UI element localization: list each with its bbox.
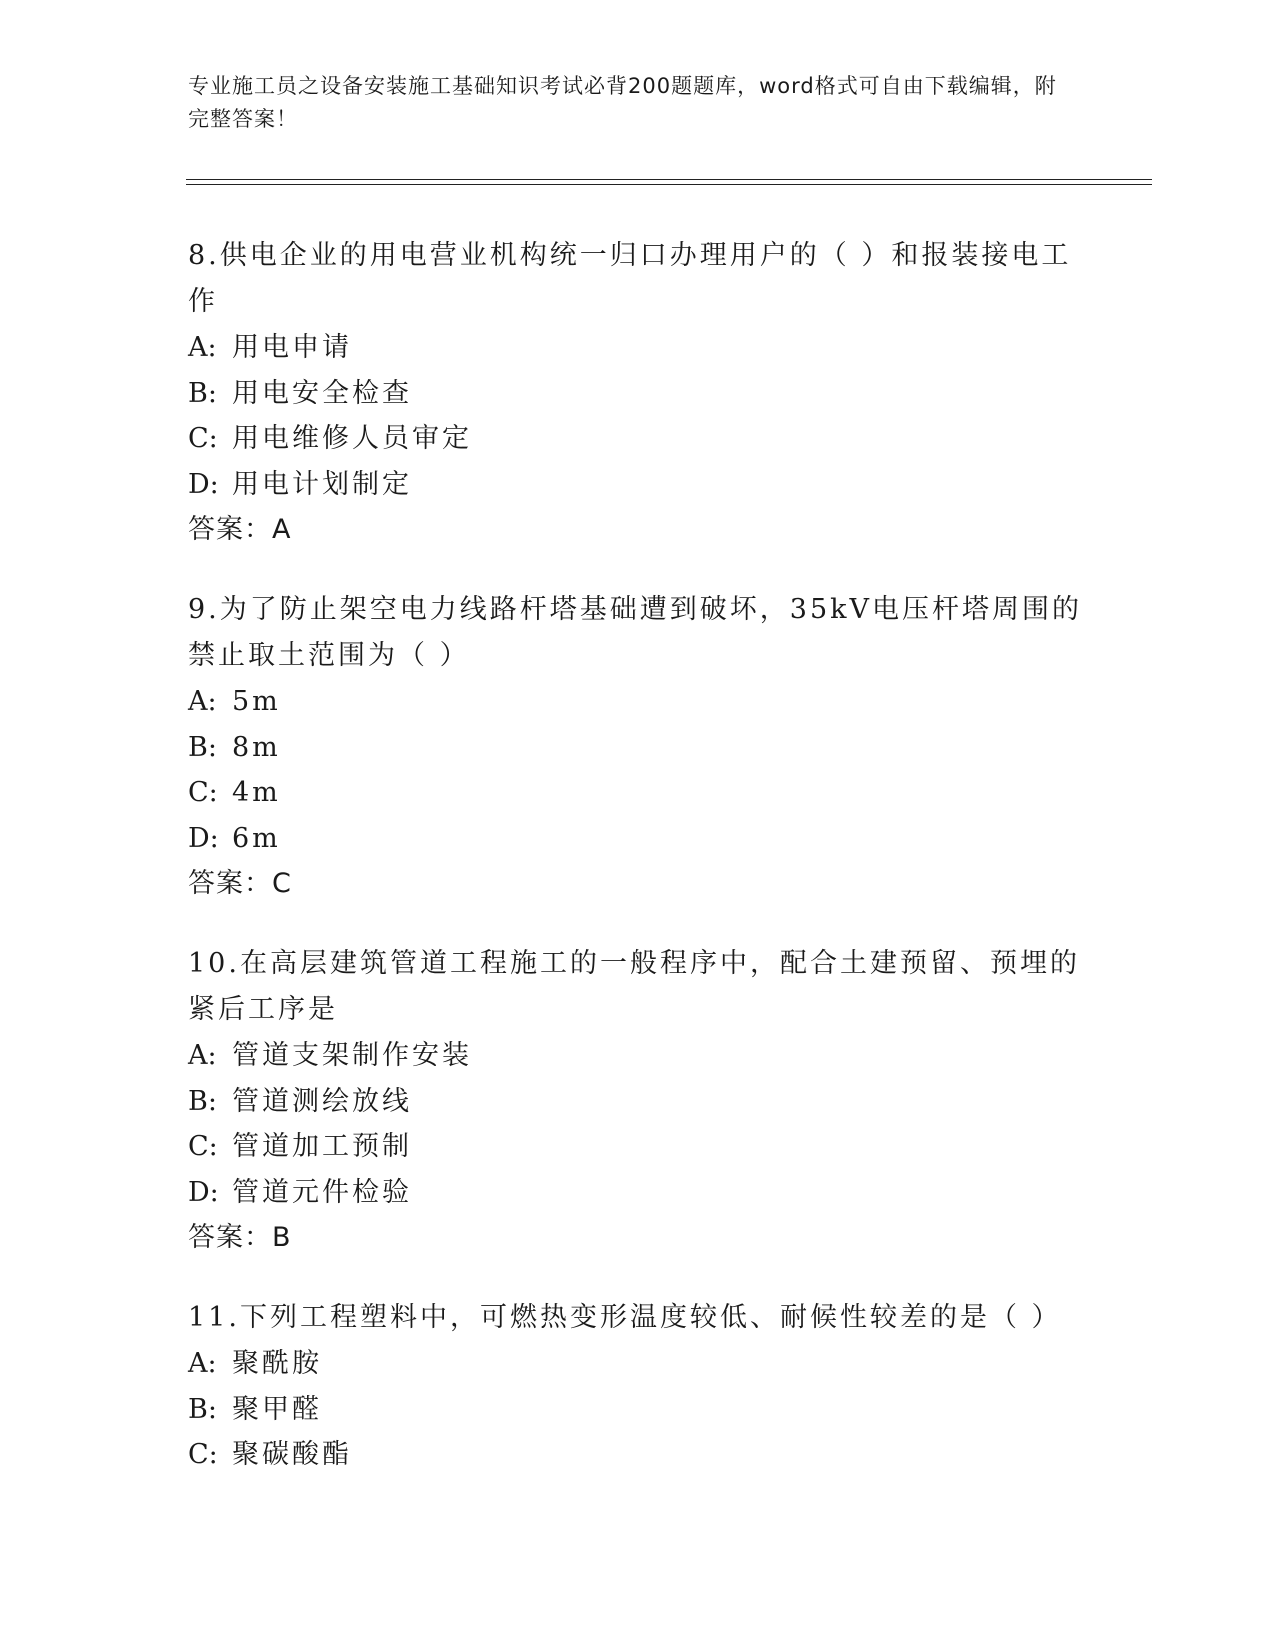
question-stem: 11.下列工程塑料中，可燃热变形温度较低、耐候性较差的是（ ） [188,1302,1062,1333]
option-d [188,816,1088,862]
option-key: C: [188,423,218,454]
option-c [188,770,1088,816]
option-a [188,1341,1088,1387]
option-key: B: [188,1393,217,1425]
option-key: A: [188,1348,217,1379]
option-c [188,1432,1088,1478]
option-key: A: [188,332,217,363]
option-key: D: [188,1176,219,1208]
option-text: 聚碳酸酯 [232,1439,352,1470]
option-d [188,1170,1088,1216]
option-text: 6m [232,822,281,854]
option-a [188,325,1088,371]
option-key: B: [188,377,217,409]
question-11 [188,1295,1088,1478]
option-text: 用电计划制定 [232,468,412,500]
option-text: 管道支架制作安装 [232,1040,472,1071]
option-text: 5m [232,686,281,717]
option-key: D: [188,822,219,854]
option-text: 管道元件检验 [232,1176,412,1208]
answer-line: 答案：C [188,868,292,899]
option-b [188,1079,1088,1125]
option-text: 用电维修人员审定 [232,423,472,454]
option-key: B: [188,1085,217,1117]
option-b [188,371,1088,417]
question-list [188,233,1088,1512]
option-key: C: [188,777,218,808]
question-8 [188,233,1088,553]
question-stem: 8.供电企业的用电营业机构统一归口办理用户的（ ）和报装接电工作 [188,240,1072,317]
option-c [188,1124,1088,1170]
option-key: D: [188,468,219,500]
option-text: 用电申请 [232,332,352,363]
answer-line: 答案：A [188,514,292,545]
option-a [188,679,1088,725]
document-header: 专业施工员之设备安装施工基础知识考试必背200题题库，word格式可自由下载编辑，附完整答案！ [188,74,1057,131]
header-rule-top [186,179,1152,180]
question-stem: 10.在高层建筑管道工程施工的一般程序中，配合土建预留、预埋的紧后工序是 [188,948,1080,1025]
question-stem: 9.为了防止架空电力线路杆塔基础遭到破坏，35kV电压杆塔周围的禁止取土范围为（ ） [188,594,1082,671]
option-text: 管道测绘放线 [232,1085,412,1117]
option-d [188,462,1088,508]
option-key: A: [188,1040,217,1071]
option-text: 8m [232,731,281,763]
option-b [188,1387,1088,1433]
option-text: 管道加工预制 [232,1131,412,1162]
option-key: C: [188,1131,218,1162]
option-text: 聚甲醛 [232,1393,322,1425]
option-key: B: [188,731,217,763]
option-text: 用电安全检查 [232,377,412,409]
option-text: 聚酰胺 [232,1348,322,1379]
option-key: A: [188,686,217,717]
question-9 [188,587,1088,907]
question-10 [188,941,1088,1261]
option-b [188,725,1088,771]
option-key: C: [188,1439,218,1470]
answer-line: 答案：B [188,1222,292,1253]
option-a [188,1033,1088,1079]
header-rule-bottom [186,184,1152,185]
option-c [188,416,1088,462]
option-text: 4m [232,777,281,808]
